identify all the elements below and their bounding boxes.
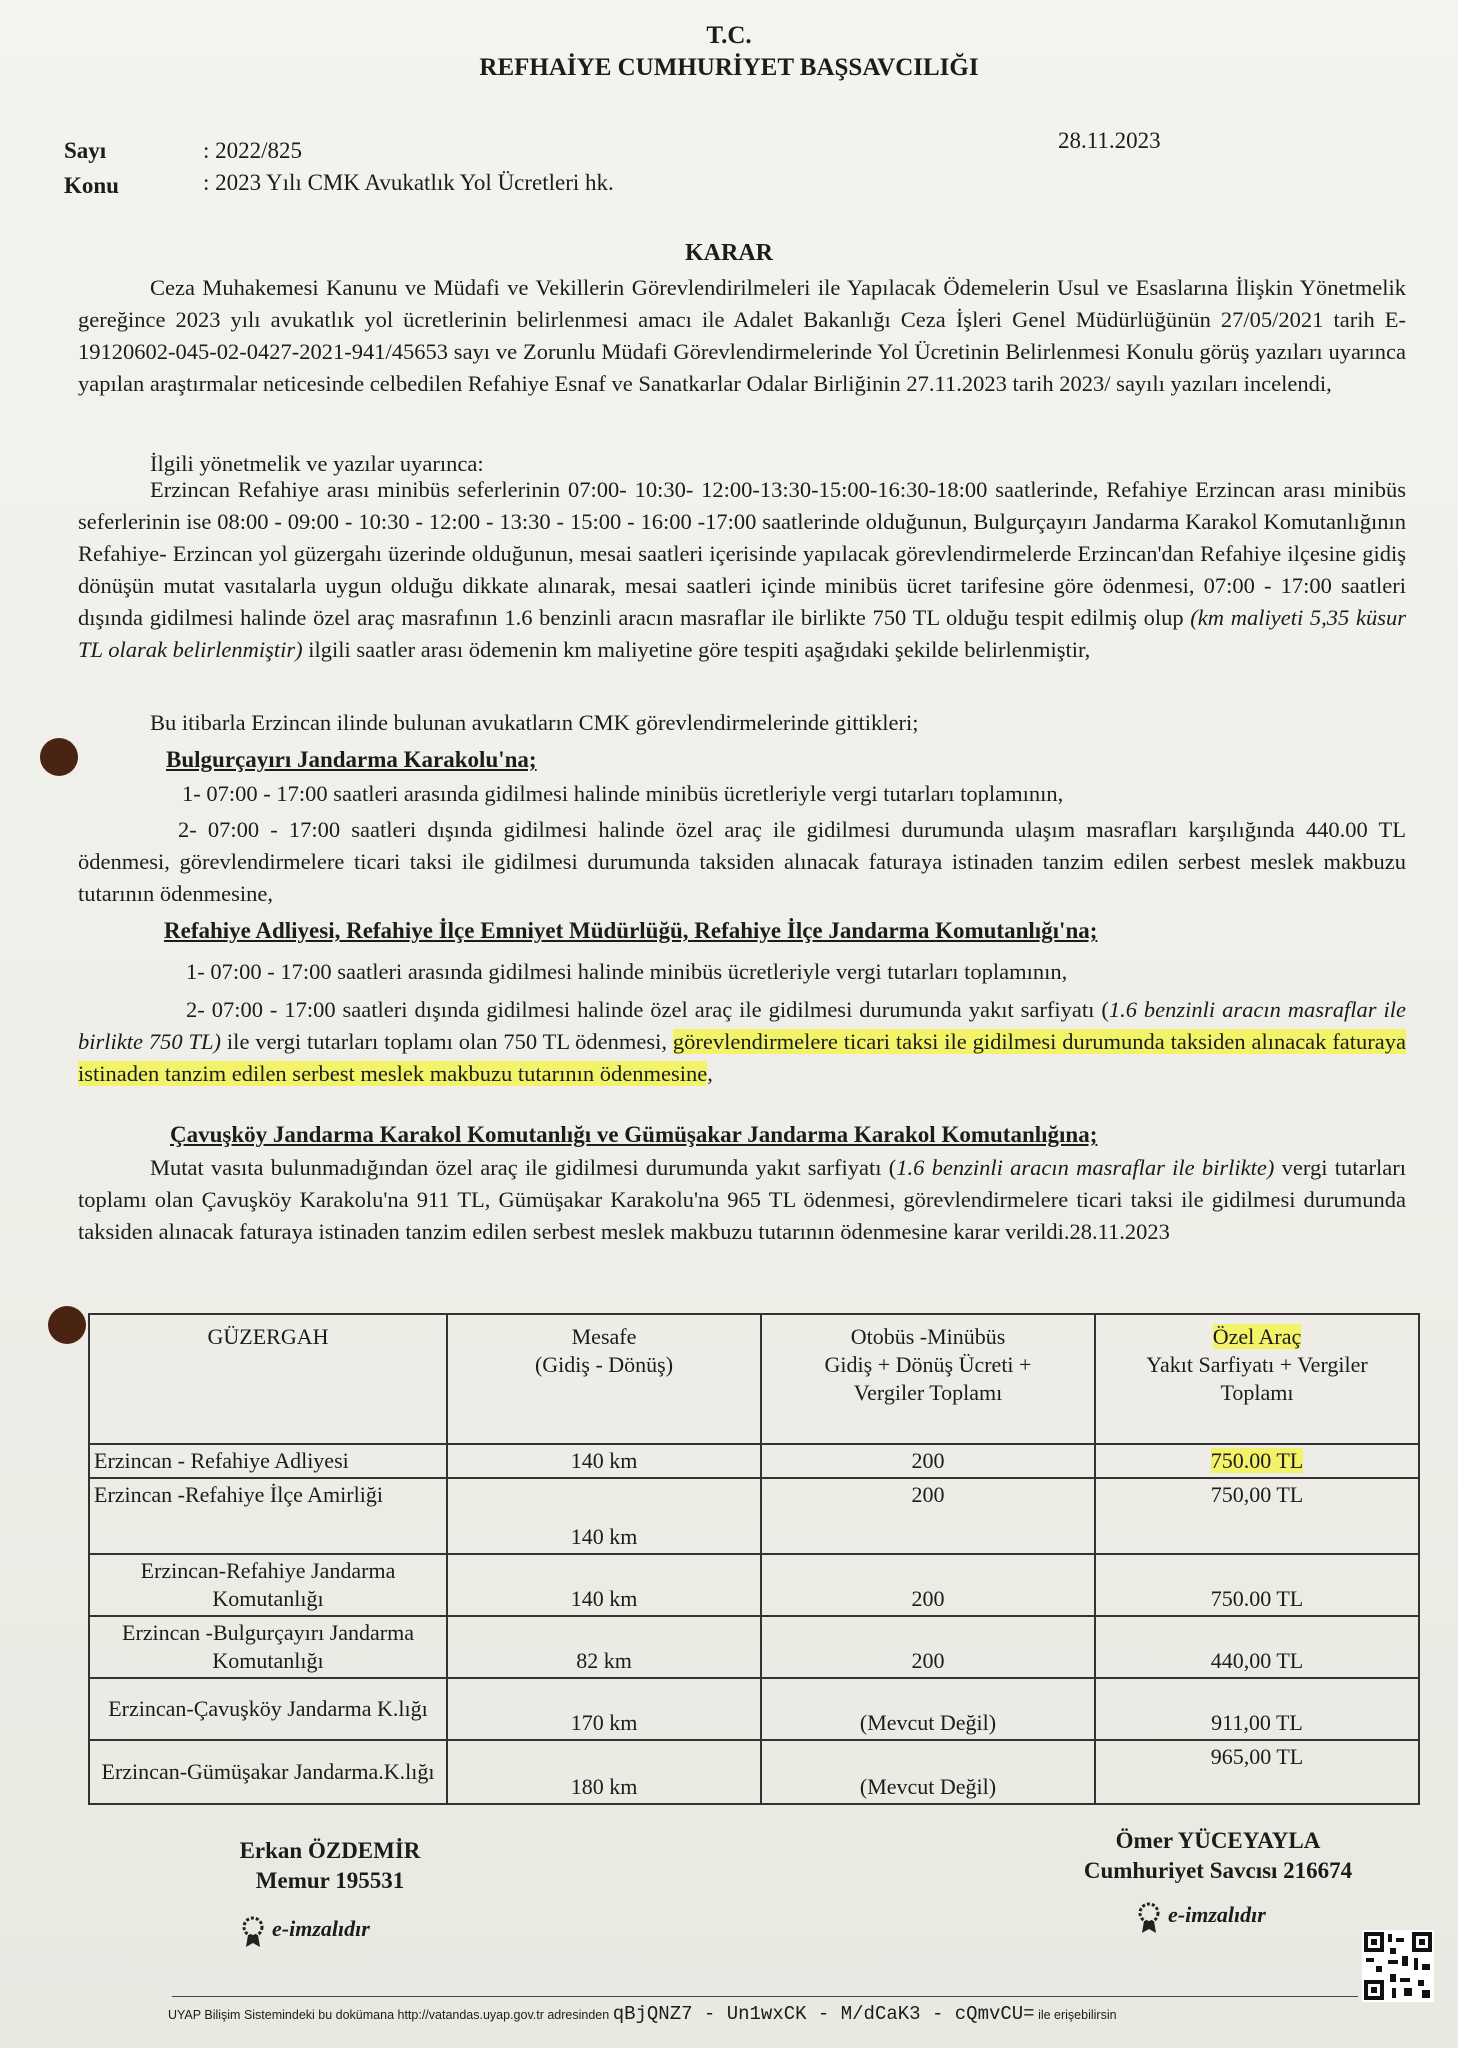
table-cell-bus: 200: [761, 1444, 1095, 1478]
paragraph-assignments: Bu itibarla Erzincan ilinde bulunan avukatların CMK görevlendirmelerinde gittikleri;: [150, 710, 919, 735]
subheading-refahiye: Refahiye Adliyesi, Refahiye İlçe Emniyet Müdürlüğü, Refahiye İlçe Jandarma Komutanlığı'na;: [164, 918, 1098, 943]
table-header-private-car: Özel Araç Yakıt Sarfiyatı + Vergiler Toplamı: [1095, 1314, 1419, 1444]
table-cell-car: 750,00 TL: [1095, 1478, 1419, 1554]
left-signatory-title: Memur 195531: [255, 1868, 405, 1893]
refahiye-item-2: 2- 07:00 - 17:00 saatleri dışında gidilmesi halinde özel araç ile gidilmesi durumunda yakıt sarfiyatı (1.6 benzinli aracın masraflar ile birlikte 750 TL) ile vergi tutarları toplamı olan 750 TL ödenmesi, görevlendirmelere ticari taksi ile gidilmesi durumunda taksiden alınacak faturaya istinaden tanzim edilen serbest meslek makbuzu tutarının ödenmesine,: [78, 997, 1407, 1086]
sayi-label: Sayı: [64, 138, 107, 163]
left-signatory: [180, 1836, 480, 1896]
punch-hole-icon: [40, 738, 78, 776]
table-row: [89, 1478, 1419, 1554]
table-row: [89, 1616, 1419, 1678]
table-cell-car: 750.00 TL: [1095, 1444, 1419, 1478]
table-cell-distance: 170 km: [447, 1678, 761, 1740]
table-cell-distance: 140 km: [447, 1444, 761, 1478]
table-cell-bus: 200: [761, 1478, 1095, 1554]
table-cell-route: Erzincan-Çavuşköy Jandarma K.lığı: [89, 1678, 447, 1740]
table-row: [89, 1554, 1419, 1616]
table-header-route: GÜZERGAH: [89, 1314, 447, 1444]
table-cell-route: Erzincan-Refahiye Jandarma Komutanlığı: [89, 1554, 447, 1616]
table-cell-route: Erzincan-Gümüşakar Jandarma.K.lığı: [89, 1740, 447, 1804]
table-header-distance: Mesafe (Gidiş - Dönüş): [447, 1314, 761, 1444]
paragraph-schedule: Erzincan Refahiye arası minibüs seferlerinin 07:00- 10:30- 12:00-13:30-15:00-16:30-18:00 saatlerinde, Refahiye Erzincan arası minibüs seferlerinin ise 08:00 - 09:00 - 10:30 - 12:00 - 13:30 - 15:00 - 16:00 -17:00 saatlerinde olduğunun, Bulgurçayırı Jandarma Karakol Komutanlığının Refahiye- Erzincan yol güzergahı üzerinde olduğunun, mesai saatleri içerisinde yapılacak görevlendirmelerde Erzincan'dan Refahiye ilçesine gidiş dönüşün mutat vasıtalarla uygun olduğu dikkate alınarak, mesai saatleri içinde minibüs ücret tarifesine göre ödenmesi, 07:00 - 17:00 saatleri dışında gidilmesi halinde özel araç masrafının 1.6 benzinli aracın masraflar ile birlikte 750 TL olduğu tespit edilmiş olup (km maliyeti 5,35 küsur TL olarak belirlenmiştir) ilgili saatler arası ödemenin km maliyetine göre tespiti aşağıdaki şekilde belirlenmiştir,: [78, 477, 1406, 662]
table-row: [89, 1678, 1419, 1740]
route-fee-table: [88, 1313, 1420, 1805]
footer-prefix: UYAP Bilişim Sistemindeki bu dokümana http://vatandas.uyap.gov.tr adresinden: [168, 2008, 610, 2022]
table-cell-route: Erzincan - Refahiye Adliyesi: [89, 1444, 447, 1478]
bulgurcayiri-item-2: 2- 07:00 - 17:00 saatleri dışında gidilmesi halinde özel araç ile gidilmesi durumunda ulaşım masrafları karşılığında 440.00 TL ödenmesi, görevlendirmelere ticari taksi ile gidilmesi durumunda taksiden alınacak faturaya istinaden tanzim edilen serbest meslek makbuzu tutarının ödenmesine,: [78, 817, 1406, 906]
right-signatory-title: Cumhuriyet Savcısı 216674: [1083, 1858, 1353, 1883]
konu-label: Konu: [64, 173, 119, 198]
table-header-row: [89, 1314, 1419, 1444]
table-cell-distance: 140 km: [447, 1478, 761, 1554]
table-cell-route: Erzincan -Refahiye İlçe Amirliği: [89, 1478, 447, 1554]
footer-verification: [168, 2003, 1388, 2025]
table-cell-distance: 140 km: [447, 1554, 761, 1616]
header-tc: T.C.: [706, 22, 752, 49]
refahiye-item-1: 1- 07:00 - 17:00 saatleri arasında gidilmesi halinde minibüs ücretleriyle vergi tutarları toplamının,: [186, 959, 1068, 984]
left-signatory-name: Erkan ÖZDEMİR: [239, 1838, 421, 1863]
header-institution: REFHAİYE CUMHURİYET BAŞSAVCILIĞI: [479, 54, 979, 81]
table-cell-car: 965,00 TL: [1095, 1740, 1419, 1804]
sayi-value: : 2022/825: [203, 138, 303, 163]
table-cell-car: 440,00 TL: [1095, 1616, 1419, 1678]
table-row: [89, 1740, 1419, 1804]
table-cell-bus: (Mevcut Değil): [761, 1740, 1095, 1804]
footer-divider: [172, 1996, 1358, 1997]
footer-suffix: ile erişebilirsin: [1038, 2008, 1117, 2022]
table-cell-bus: 200: [761, 1554, 1095, 1616]
right-signatory-name: Ömer YÜCEYAYLA: [1115, 1828, 1321, 1853]
konu-value: : 2023 Yılı CMK Avukatlık Yol Ücretleri hk.: [203, 170, 614, 195]
right-signatory: [1028, 1826, 1408, 1886]
left-esignature: e-imzalıdır: [272, 1916, 370, 1941]
bulgurcayiri-item-1: 1- 07:00 - 17:00 saatleri arasında gidilmesi halinde minibüs ücretleriyle vergi tutarları toplamının,: [182, 781, 1064, 806]
qr-code-icon: [1362, 1930, 1434, 2002]
footer-verification-code: qBjQNZ7 - Un1wxCK - M/dCaK3 - cQmvCU=: [612, 2003, 1035, 2025]
paragraph-intro: Ceza Muhakemesi Kanunu ve Müdafi ve Vekillerin Görevlendirilmeleri ile Yapılacak Ödemelerin Usul ve Esaslarına İlişkin Yönetmelik gereğince 2023 yılı avukatlık yol ücretlerinin belirlenmesi amacı ile Adalet Bakanlığı Ceza İşleri Genel Müdürlüğünün 27/05/2021 tarih E-19120602-045-02-0427-2021-941/45653 sayı ve Zorunlu Müdafi Görevlendirmelerinde Yol Ücretinin Belirlenmesi Konulu görüş yazıları uyarınca yapılan araştırmalar neticesinde celbedilen Refahiye Esnaf ve Sanatkarlar Odalar Birliğinin 27.11.2023 tarih 2023/ sayılı yazıları incelendi,: [78, 275, 1406, 396]
right-esignature: e-imzalıdır: [1168, 1902, 1266, 1927]
table-cell-car: 750.00 TL: [1095, 1554, 1419, 1616]
table-cell-route: Erzincan -Bulgurçayırı Jandarma Komutanlığı: [89, 1616, 447, 1678]
subheading-cavuskoy-gumusakar: Çavuşköy Jandarma Karakol Komutanlığı ve Gümüşakar Jandarma Karakol Komutanlığına;: [170, 1122, 1098, 1147]
table-cell-bus: 200: [761, 1616, 1095, 1678]
paragraph-regulation: İlgili yönetmelik ve yazılar uyarınca:: [150, 451, 484, 476]
table-cell-distance: 180 km: [447, 1740, 761, 1804]
table-cell-distance: 82 km: [447, 1616, 761, 1678]
table-cell-car: 911,00 TL: [1095, 1678, 1419, 1740]
document-date: 28.11.2023: [1058, 128, 1161, 153]
decision-title: KARAR: [685, 240, 773, 266]
highlighted-text: görevlendirmelere ticari taksi ile gidilmesi durumunda taksiden alınacak faturaya istinaden tanzim edilen serbest meslek makbuzu tutarının ödenmesine: [78, 1029, 1407, 1086]
table-row: [89, 1444, 1419, 1478]
left-seal-icon: [238, 1914, 268, 1953]
paragraph-final-decision: Mutat vasıta bulunmadığından özel araç ile gidilmesi durumunda yakıt sarfiyatı (1.6 benzinli aracın masraflar ile birlikte) vergi tutarları toplamı olan Çavuşköy Karakolu'na 911 TL, Gümüşakar Karakolu'na 965 TL ödenmesi, görevlendirmelere ticari taksi ile gidilmesi durumunda taksiden alınacak faturaya istinaden tanzim edilen serbest meslek makbuzu tutarının ödenmesine karar verildi.28.11.2023: [78, 1155, 1406, 1244]
table-cell-bus: (Mevcut Değil): [761, 1678, 1095, 1740]
table-header-bus: Otobüs -Minübüs Gidiş + Dönüş Ücreti + Vergiler Toplamı: [761, 1314, 1095, 1444]
subheading-bulgurcayiri: Bulgurçayırı Jandarma Karakolu'na;: [166, 747, 537, 772]
right-seal-icon: [1134, 1900, 1164, 1939]
punch-hole-icon: [48, 1306, 86, 1344]
